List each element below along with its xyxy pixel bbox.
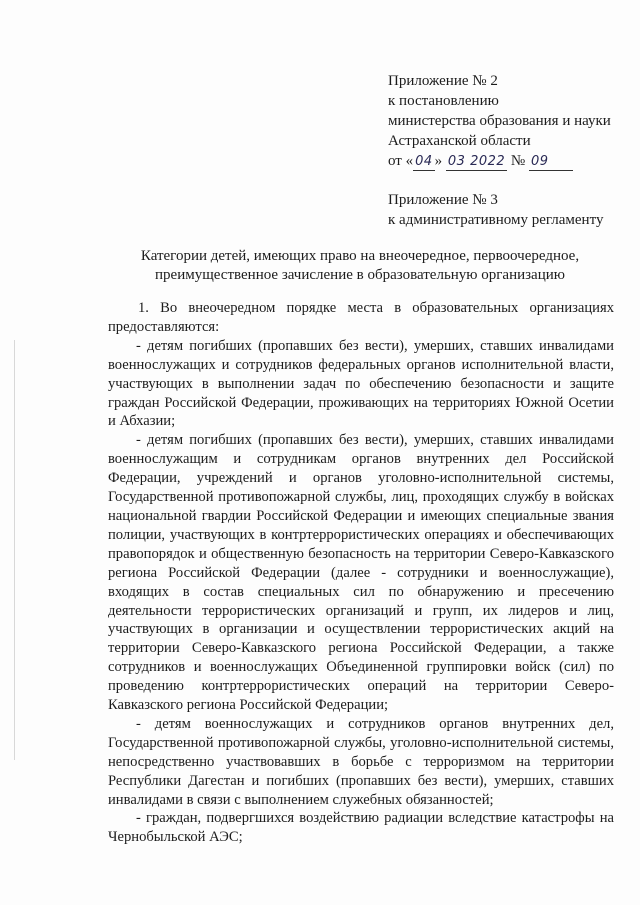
order-number-handwritten: 09 <box>529 154 573 171</box>
document-title: Категории детей, имеющих право на внеочередное, первоочередное, преимущественное зачисление в образовательную организацию <box>140 248 580 283</box>
order-month-year-handwritten: 03 2022 <box>447 154 506 169</box>
order-date-mid: » <box>434 153 446 169</box>
list-item-4: - граждан, подвергшихся воздействию радиации вследствие катастрофы на Чернобыльской АЭС; <box>108 810 614 846</box>
appendix-3-label: Приложение № 3 <box>388 192 498 208</box>
appendix-2-label: Приложение № 2 <box>388 73 498 89</box>
list-item-1: - детям погибших (пропавших без вести), умерших, ставших инвалидами военнослужащих и сотрудников федеральных органов исполнительной власти, участвующих в выполнении задач по обеспечению безопасности и защите граждан Российской Федерации, проживающих на территориях Южной Осетии и Абхазии; <box>108 337 614 430</box>
document-body <box>108 299 614 847</box>
order-date-number-line <box>388 151 611 171</box>
regulation-line: к административному регламенту <box>388 212 604 228</box>
scan-artifact-line <box>14 340 15 760</box>
order-day-handwritten: 04 <box>415 154 433 169</box>
list-item-2: - детям погибших (пропавших без вести), умерших, ставших инвалидами военнослужащим и сотрудникам органов внутренних дел Российской Федерации, учреждений и органов уголовно-исполнительной системы, Государственной противопожарной службы, лиц, проходящих службу в войсках национальной гвардии Российской Федерации и имеющих специальные звания полиции, участвующих в контртеррористических операциях и обеспечивающих правопорядок и общественную безопасность на территории Северо-Кавказского региона Российской Федерации (далее - сотрудники и военнослужащие), входящих в состав специальных сил по обнаружению и пресечению деятельности террористических организаций и групп, их лидеров и лиц, участвующих в организации и осуществлении террористических акций на территории Северо-Кавказского региона Российской Федерации, а также сотрудников и военнослужащих Объединенной группировки войск (сил) по проведению контртеррористических операций на территории Северо-Кавказского региона Российской Федерации; <box>108 432 614 714</box>
region-line: Астраханской области <box>388 133 531 149</box>
list-item-3: - детям военнослужащих и сотрудников органов внутренних дел, Государственной противопожарной службы, уголовно-исполнительной системы, непосредственно участвовавших в борьбе с терроризмом на территории Республики Дагестан и погибших (пропавших без вести), умерших, ставших инвалидами в связи с выполнением служебных обязанностей; <box>108 715 614 808</box>
decree-appendix-header <box>388 71 611 171</box>
paragraph-1: 1. Во внеочередном порядке места в образовательных организациях предоставляются: <box>108 300 614 335</box>
order-number-sign: № <box>507 153 529 169</box>
to-resolution-line: к постановлению <box>388 93 499 109</box>
order-date-prefix: от « <box>388 153 414 169</box>
regulation-appendix-header <box>388 190 603 230</box>
ministry-line: министерства образования и науки <box>388 113 611 129</box>
